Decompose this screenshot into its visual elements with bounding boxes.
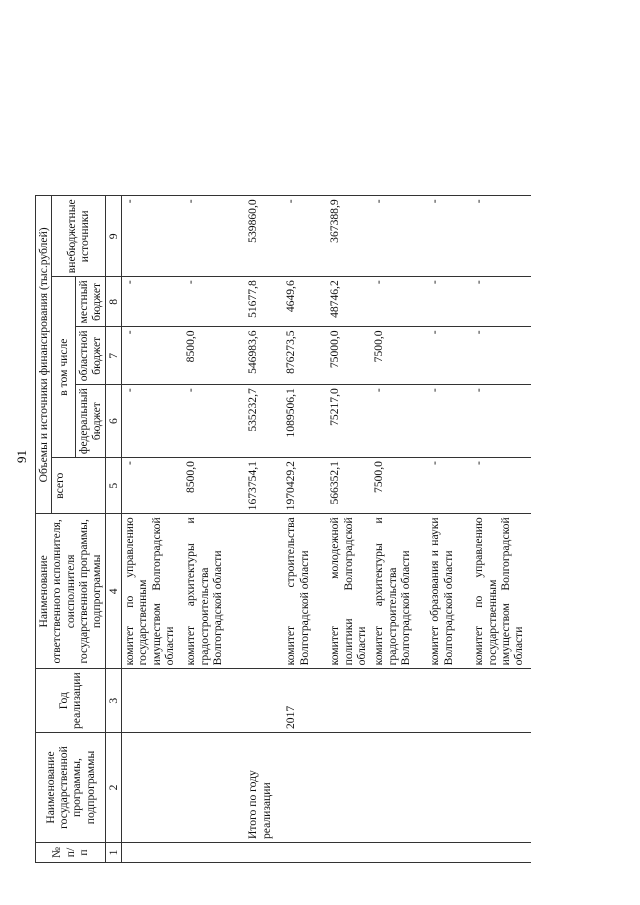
row-year (121, 669, 183, 733)
header-total: всего (52, 458, 105, 514)
row-federal: 535232,7 (245, 385, 283, 458)
header-program-name: Наименование государственной программы, подпрограммы (36, 733, 106, 843)
funding-table (35, 195, 531, 863)
header-local: местный бюджет (75, 277, 105, 327)
row-executor: комитет по управлению государственным имуществом Волгоградской области (121, 514, 183, 669)
row-year (183, 669, 245, 733)
table-row (245, 196, 283, 863)
row-extra: - (371, 196, 427, 277)
row-year: 2017 (283, 669, 327, 733)
header-federal: федеральный бюджет (75, 385, 105, 458)
header-year: Год реализации (36, 669, 106, 733)
row-extra: 539860,0 (245, 196, 283, 277)
row-executor: комитет молодежной политики Волгоградской области (327, 514, 371, 669)
row-federal: - (121, 385, 183, 458)
table-row (121, 196, 183, 863)
col-number: 7 (105, 327, 121, 385)
row-no (183, 843, 245, 863)
header-executor: Наименование ответственного исполнителя, соисполнителя государственной программы, подпрограммы (36, 514, 106, 669)
col-number: 2 (105, 733, 121, 843)
row-no (283, 843, 327, 863)
row-local: 48746,2 (327, 277, 371, 327)
row-extra: 367388,9 (327, 196, 371, 277)
col-number: 4 (105, 514, 121, 669)
row-local: 51677,8 (245, 277, 283, 327)
row-total: 566352,1 (327, 458, 371, 514)
row-label (183, 733, 245, 843)
row-no (371, 843, 427, 863)
row-local: - (427, 277, 471, 327)
row-executor (245, 514, 283, 669)
row-extra: - (283, 196, 327, 277)
row-federal: 75217,0 (327, 385, 371, 458)
table-row (427, 196, 471, 863)
row-local: 4649,6 (283, 277, 327, 327)
row-executor: комитет по управлению государственным имуществом Волгоградской области (471, 514, 531, 669)
row-no (471, 843, 531, 863)
row-label (427, 733, 471, 843)
row-federal: 1089506,1 (283, 385, 327, 458)
row-year (245, 669, 283, 733)
col-number: 9 (105, 196, 121, 277)
col-number: 1 (105, 843, 121, 863)
col-number: 3 (105, 669, 121, 733)
table-row (471, 196, 531, 863)
row-year (327, 669, 371, 733)
row-federal: - (183, 385, 245, 458)
header-funding: Объемы и источники финансирования (тыс.рублей) (36, 196, 52, 514)
row-year (427, 669, 471, 733)
row-year (471, 669, 531, 733)
row-extra: - (183, 196, 245, 277)
table-row (327, 196, 371, 863)
row-total: 8500,0 (183, 458, 245, 514)
row-no (427, 843, 471, 863)
row-local: - (371, 277, 427, 327)
row-executor: комитет строительства Волгоградской области (283, 514, 327, 669)
col-number: 5 (105, 458, 121, 514)
row-regional: - (471, 327, 531, 385)
row-regional: 75000,0 (327, 327, 371, 385)
row-local: - (121, 277, 183, 327)
column-number-row (105, 196, 121, 863)
header-extra: внебюджетные источники (52, 196, 105, 277)
row-federal: - (371, 385, 427, 458)
header-including: в том числе (52, 277, 76, 458)
row-label (371, 733, 427, 843)
row-extra: - (121, 196, 183, 277)
row-extra: - (427, 196, 471, 277)
row-label (471, 733, 531, 843)
row-label (327, 733, 371, 843)
row-label (121, 733, 183, 843)
table-row (183, 196, 245, 863)
row-federal: - (427, 385, 471, 458)
row-federal: - (471, 385, 531, 458)
row-regional: - (427, 327, 471, 385)
row-total: 1970429,2 (283, 458, 327, 514)
row-executor: комитет архитектуры и градостроительства Волгоградской области (183, 514, 245, 669)
row-regional: 7500,0 (371, 327, 427, 385)
table-row (283, 196, 327, 863)
row-total: - (121, 458, 183, 514)
row-total: 1673754,1 (245, 458, 283, 514)
row-label: Итого по году реализации (245, 733, 283, 843)
row-regional: 546983,6 (245, 327, 283, 385)
row-regional: 8500,0 (183, 327, 245, 385)
row-executor: комитет архитектуры и градостроительства Волгоградской области (371, 514, 427, 669)
row-no (245, 843, 283, 863)
header-no: № п/п (36, 843, 106, 863)
col-number: 8 (105, 277, 121, 327)
row-no (327, 843, 371, 863)
row-executor: комитет образования и науки Волгоградской области (427, 514, 471, 669)
row-label (283, 733, 327, 843)
row-local: - (471, 277, 531, 327)
row-total: 7500,0 (371, 458, 427, 514)
row-total: - (471, 458, 531, 514)
row-local: - (183, 277, 245, 327)
row-extra: - (471, 196, 531, 277)
row-regional: 876273,5 (283, 327, 327, 385)
col-number: 6 (105, 385, 121, 458)
table-row (371, 196, 427, 863)
row-total: - (427, 458, 471, 514)
row-no (121, 843, 183, 863)
header-regional: областной бюджет (75, 327, 105, 385)
page-number: 91 (14, 450, 29, 463)
row-regional: - (121, 327, 183, 385)
row-year (371, 669, 427, 733)
